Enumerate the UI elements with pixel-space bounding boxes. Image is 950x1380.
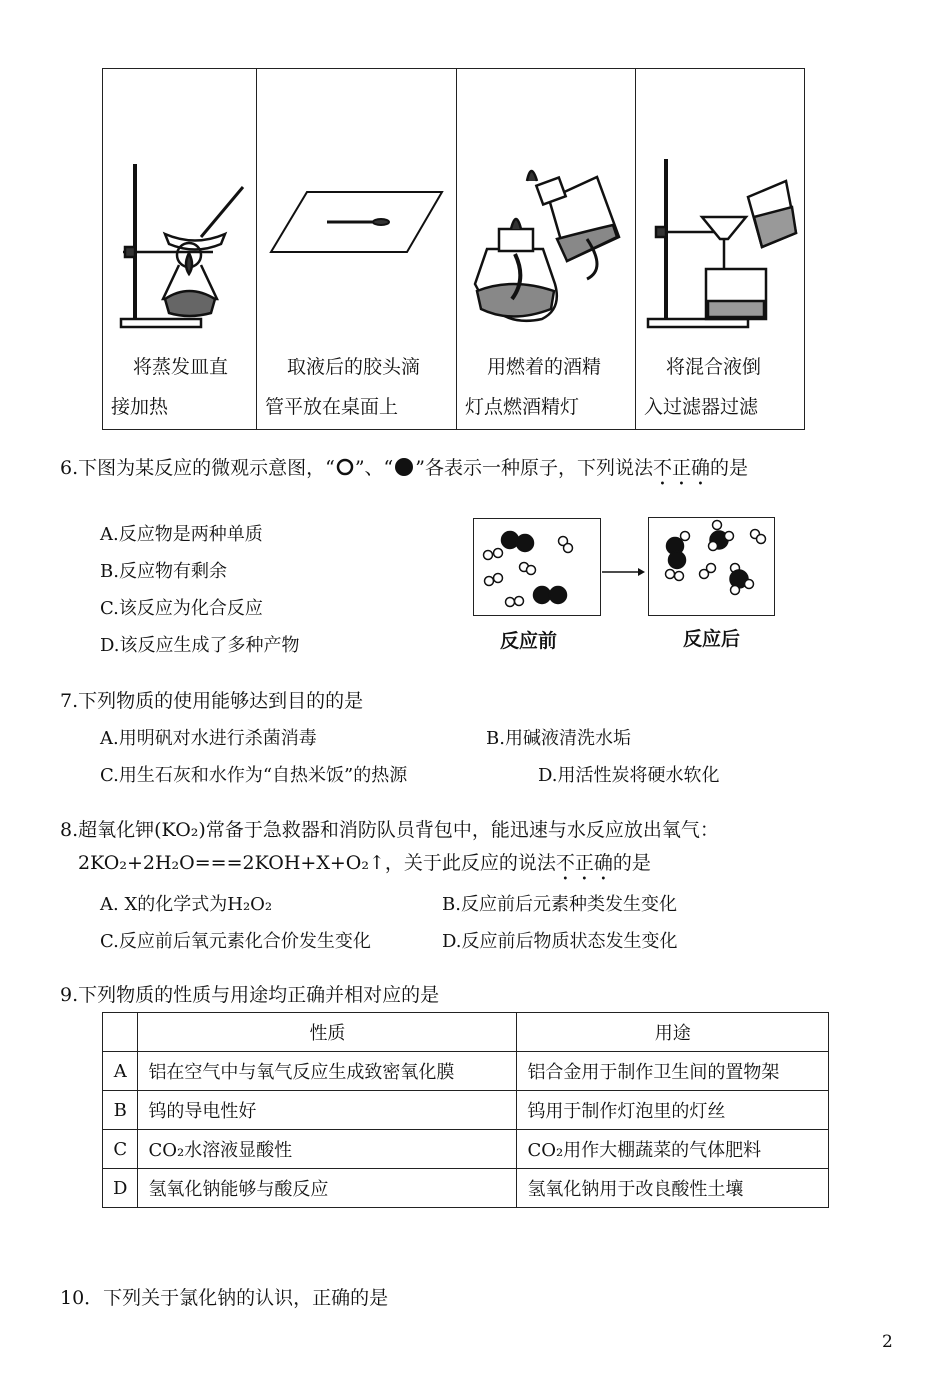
q6-emphasis: 不正确 [653, 457, 711, 479]
header-cell: 性质 [138, 1013, 517, 1052]
usage-cell: 铝合金用于制作卫生间的置物架 [517, 1052, 829, 1091]
after-label: 反应后 [683, 628, 741, 650]
q8-option-a: A. X的化学式为H₂O₂ [100, 894, 273, 915]
q7-option-b: B.用碱液清洗水垢 [486, 728, 631, 749]
property-usage-table [102, 1012, 829, 1208]
q10-stem: 10．下列关于氯化钠的认识，正确的是 [60, 1287, 389, 1309]
row-key: A [103, 1052, 138, 1091]
q8-equation: 2KO₂+2H₂O===2KOH+X+O₂↑，关于此反应的说法 [78, 852, 556, 874]
q7-stem: 7.下列物质的使用能够达到目的的是 [60, 690, 364, 712]
lab-caption-3a: 用燃着的酒精 [487, 356, 602, 378]
q6-stem-c: ”各表示一种原子，下列说法 [415, 457, 653, 479]
property-cell: 钨的导电性好 [138, 1091, 517, 1130]
property-cell: CO₂水溶液显酸性 [138, 1130, 517, 1169]
q7-option-c: C.用生石灰和水作为“自热米饭”的热源 [100, 765, 408, 786]
property-cell: 氢氧化钠能够与酸反应 [138, 1169, 517, 1208]
lab-operations-table [102, 68, 805, 430]
lab-panel-1 [103, 69, 257, 430]
q8-option-c: C.反应前后氧元素化合价发生变化 [100, 931, 371, 952]
table-row [103, 1091, 829, 1130]
table-row [103, 1130, 829, 1169]
q6-stem [60, 453, 748, 490]
usage-cell: 钨用于制作灯泡里的灯丝 [517, 1091, 829, 1130]
usage-cell: 氢氧化钠用于改良酸性土壤 [517, 1169, 829, 1208]
q8-option-d: D.反应前后物质状态发生变化 [442, 931, 678, 952]
alcohol-lamp-icon [457, 69, 635, 347]
q8-emphasis: 不正确 [555, 852, 613, 874]
lab-caption-4a: 将混合液倒 [666, 356, 762, 378]
q9-stem: 9.下列物质的性质与用途均正确并相对应的是 [60, 984, 440, 1006]
before-molecules-icon [474, 519, 600, 615]
q6-stem-d: 的是 [710, 457, 749, 479]
lab-caption-3b: 灯点燃酒精灯 [465, 396, 580, 418]
lab-panel-2 [257, 69, 457, 430]
q8-line1: 8.超氧化钾(KO₂)常备于急救器和消防队员背包中，能迅速与水反应放出氧气： [60, 819, 719, 841]
property-cell: 铝在空气中与氧气反应生成致密氧化膜 [138, 1052, 517, 1091]
table-row [103, 1169, 829, 1208]
q6-option-b: B.反应物有剩余 [100, 561, 227, 582]
black-atom-icon [393, 457, 415, 477]
reaction-arrow-icon [600, 566, 646, 578]
table-row [103, 1052, 829, 1091]
q6-stem-b: ”、“ [354, 457, 394, 479]
q8-line2 [78, 848, 651, 885]
lab-caption-1a: 将蒸发皿直 [133, 356, 229, 378]
lab-panel-4 [636, 69, 805, 430]
dropper-on-table-icon [257, 69, 456, 347]
lab-caption-4b: 入过滤器过滤 [644, 396, 759, 418]
q7-option-d: D.用活性炭将硬水软化 [538, 765, 720, 786]
q7-option-a: A.用明矾对水进行杀菌消毒 [100, 728, 317, 749]
after-molecules-icon [649, 518, 774, 615]
white-atom-icon [335, 457, 355, 477]
before-label: 反应前 [500, 630, 558, 652]
lab-caption-2a: 取液后的胶头滴 [287, 356, 421, 378]
table-header-row [103, 1013, 829, 1052]
lab-caption-2b: 管平放在桌面上 [265, 396, 399, 418]
page-number: 2 [882, 1332, 893, 1352]
header-cell [103, 1013, 138, 1052]
q6-stem-a: 6.下图为某反应的微观示意图，“ [60, 457, 335, 479]
filtration-apparatus-icon [636, 69, 804, 347]
after-reaction-box [648, 517, 775, 616]
usage-cell: CO₂用作大棚蔬菜的气体肥料 [517, 1130, 829, 1169]
before-reaction-box [473, 518, 601, 616]
header-cell: 用途 [517, 1013, 829, 1052]
q6-option-c: C.该反应为化合反应 [100, 598, 263, 619]
q6-option-a: A.反应物是两种单质 [100, 524, 263, 545]
q6-option-d: D.该反应生成了多种产物 [100, 635, 300, 656]
row-key: C [103, 1130, 138, 1169]
lab-caption-1b: 接加热 [111, 396, 169, 418]
lab-panel-3 [457, 69, 636, 430]
evaporation-apparatus-icon [103, 69, 256, 347]
row-key: D [103, 1169, 138, 1208]
q8-option-b: B.反应前后元素种类发生变化 [442, 894, 677, 915]
row-key: B [103, 1091, 138, 1130]
q8-line2-end: 的是 [612, 852, 651, 874]
